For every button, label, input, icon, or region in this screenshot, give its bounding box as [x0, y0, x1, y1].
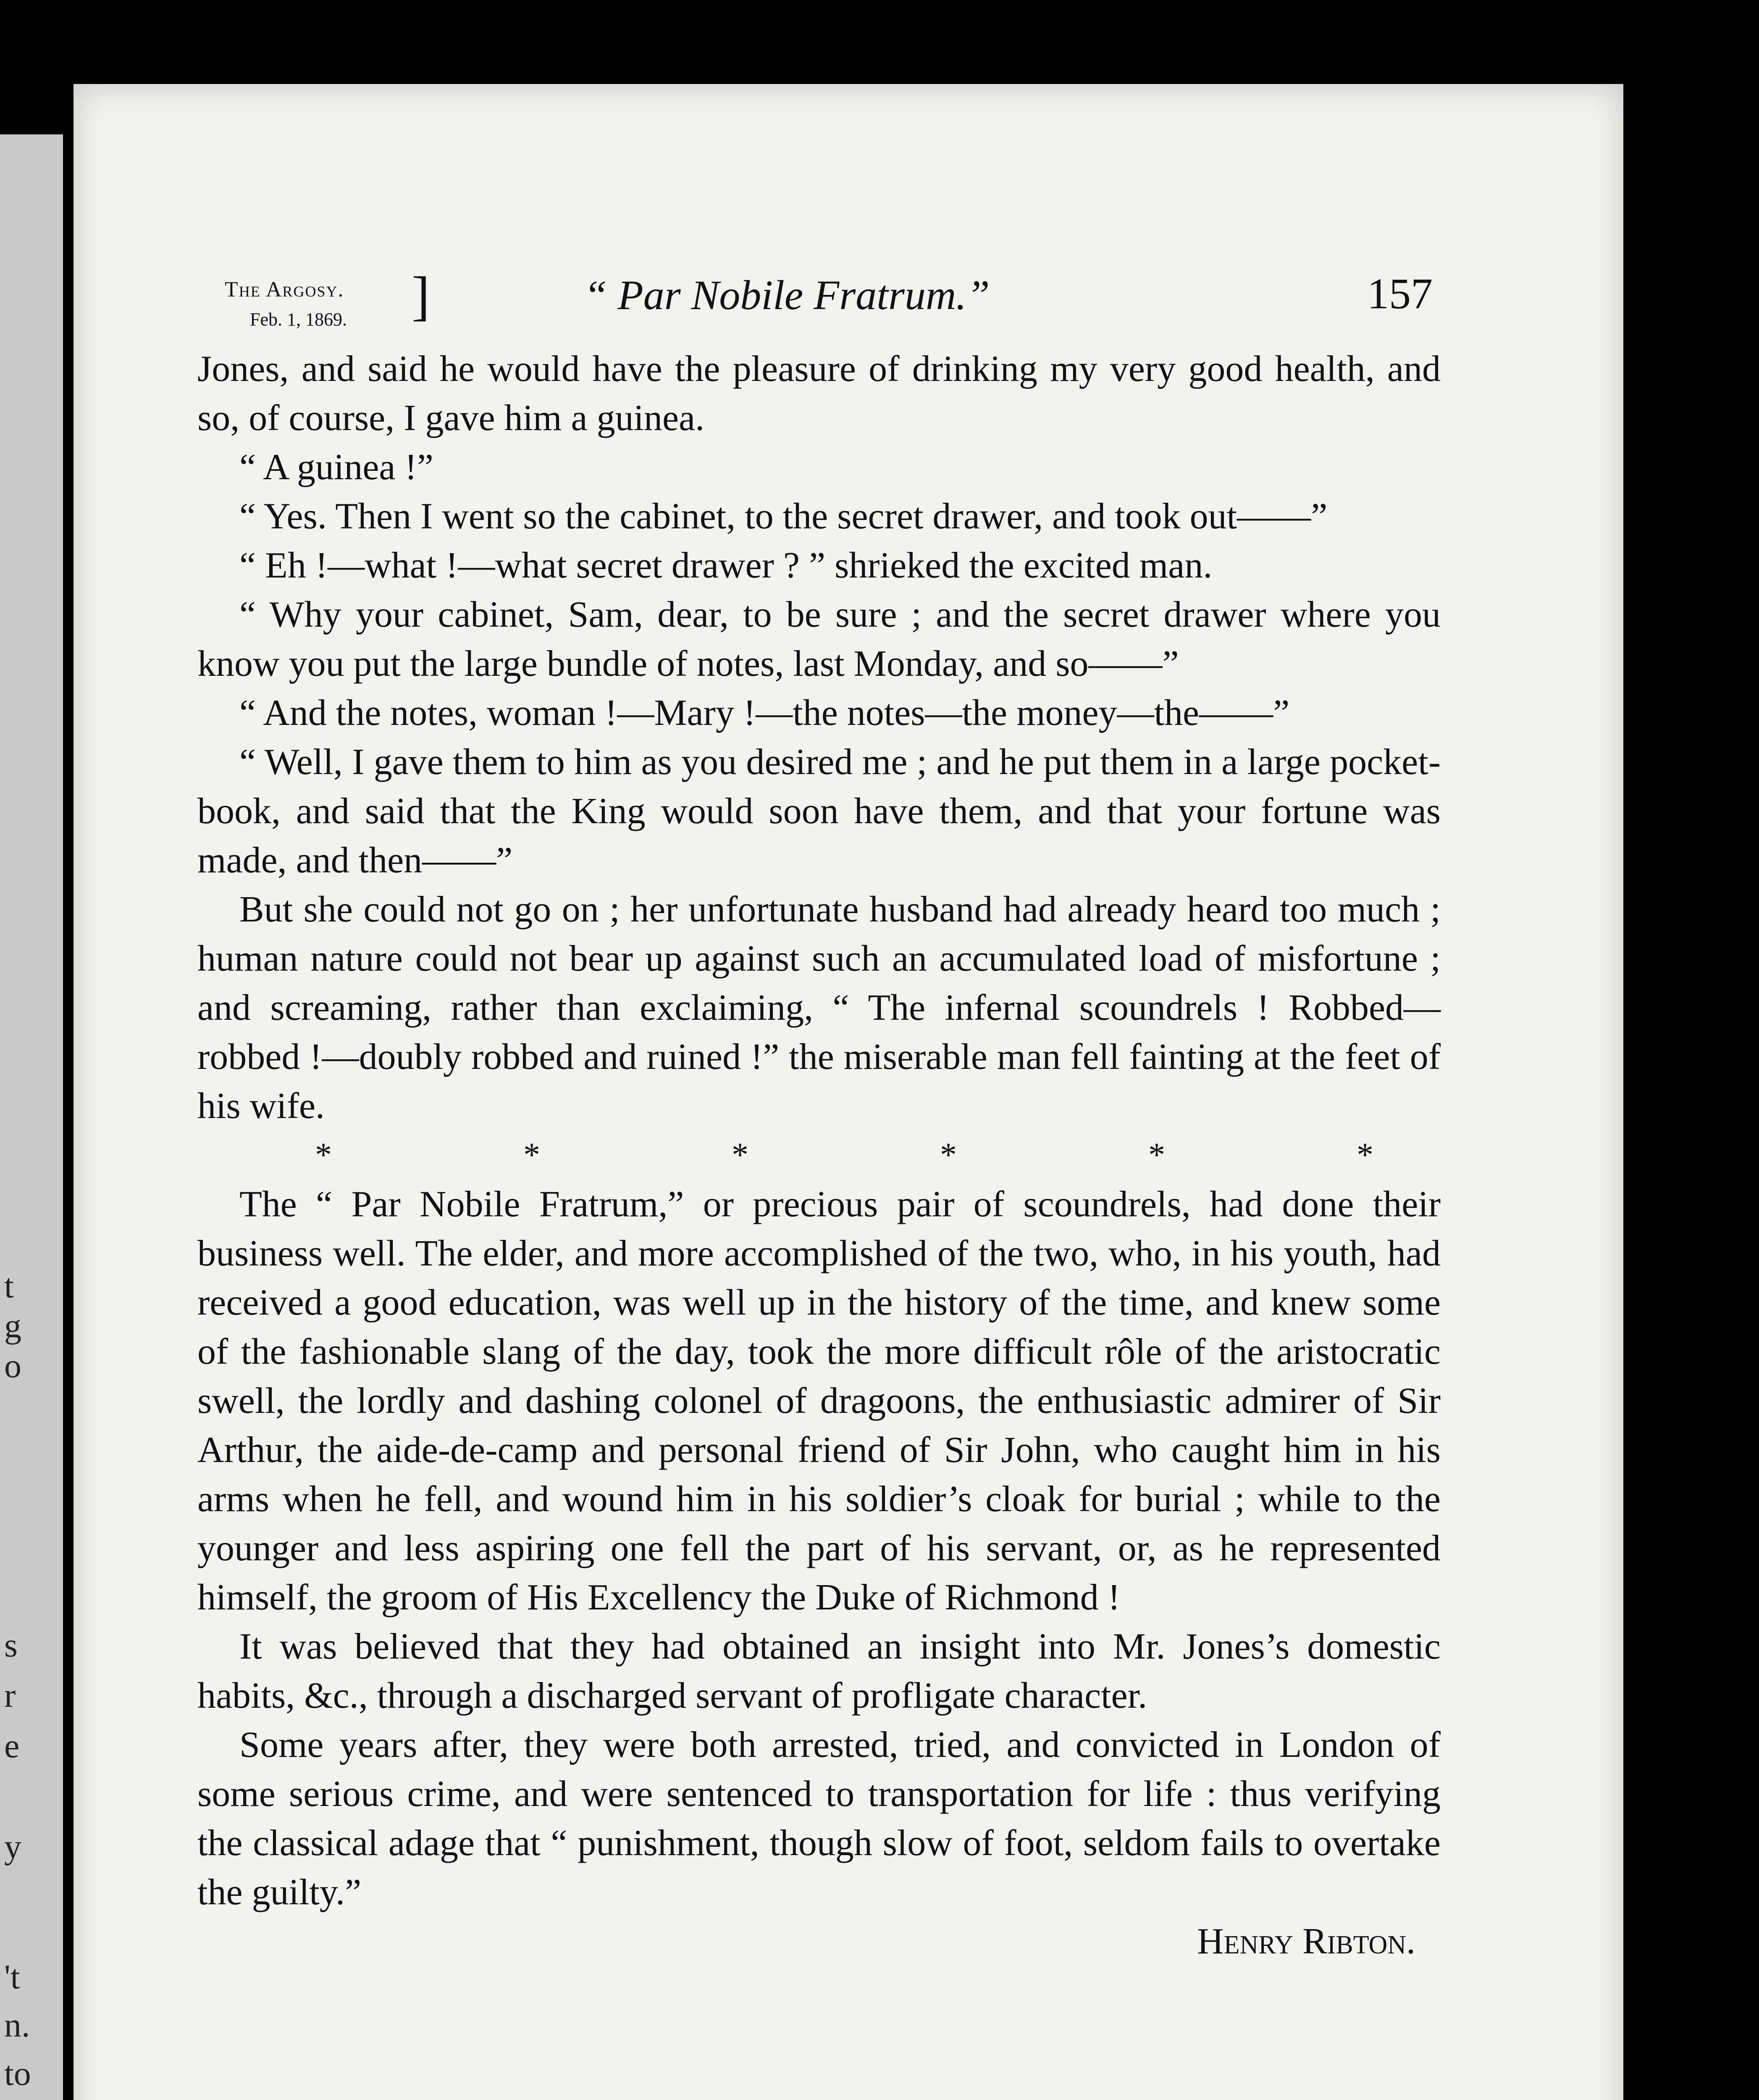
asterisk: * — [1148, 1137, 1165, 1173]
page-number: 157 — [1367, 270, 1433, 318]
asterisk: * — [732, 1137, 748, 1173]
paragraph: “ A guinea !” — [239, 447, 433, 488]
margin-fragment: s — [4, 1626, 18, 1664]
margin-fragment: 't — [4, 1958, 20, 1996]
margin-fragment: n. — [4, 2006, 30, 2044]
paragraph: “ Yes. Then I went so the cabinet, to the secret drawer, and took out——” — [239, 496, 1328, 537]
header-bracket: ] — [412, 266, 430, 326]
author-signature: Henry Ribton. — [1197, 1921, 1415, 1962]
margin-fragment: t — [4, 1267, 14, 1305]
magazine-name: The Argosy. — [225, 278, 344, 302]
section-separator — [197, 1131, 1441, 1180]
margin-fragment: y — [4, 1827, 21, 1866]
paragraph: Some years after, they were both arrested, tried, and convicted in London of some serious crime, and were sentenced to transportation for life : thus verifying the classical adage that “ punishment, though slow of foot, seldom fails to overtake the guilty.” — [197, 1725, 1441, 1913]
paragraph: It was believed that they had obtained an insight into Mr. Jones’s domestic habits, &c., through a discharged servant of profligate character. — [197, 1626, 1441, 1716]
paragraph: “ And the notes, woman !—Mary !—the notes—the money—the——” — [239, 693, 1290, 733]
asterisk: * — [1357, 1137, 1373, 1173]
paragraph: The “ Par Nobile Fratrum,” or precious pair of scoundrels, had done their business well. The elder, and more accomplished of the two, who, in his youth, had received a good education, was well up in the history of the time, and knew some of the fashionable slang of the day, took the more difficult rôle of the aristocratic swell, the lordly and dashing colonel of dragoons, the enthusiastic admirer of Sir Arthur, the aide-de-camp and personal friend of Sir John, who caught him in his arms when he fell, and wound him in his soldier’s cloak for burial ; while to the younger and less aspiring one fell the part of his servant, or, as he represented himself, the groom of His Excellency the Duke of Richmond ! — [197, 1184, 1441, 1618]
asterisk: * — [315, 1137, 332, 1173]
top-dark-edge — [0, 0, 1759, 71]
margin-fragment: g — [4, 1307, 21, 1345]
paragraph: Jones, and said he would have the pleasure of drinking my very good health, and so, of course, I gave him a guinea. — [197, 349, 1441, 438]
asterisk: * — [940, 1137, 957, 1173]
paragraph: But she could not go on ; her unfortunate husband had already heard too much ; human nature could not bear up against such an accumulated load of misfortune ; and screaming, rather than exclaiming, “ The infernal scoundrels ! Robbed—robbed !—doubly robbed and ruined !” the miserable man fell fainting at the feet of his wife. — [197, 889, 1441, 1126]
asterisk: * — [523, 1137, 540, 1173]
book-page — [74, 84, 1623, 2100]
page-title: “ Par Nobile Fratrum.” — [584, 272, 990, 318]
margin-fragment: o — [4, 1347, 21, 1385]
previous-page-edge — [0, 134, 63, 2100]
margin-fragment: to — [4, 2054, 31, 2092]
paragraph: “ Eh !—what !—what secret drawer ? ” shrieked the excited man. — [239, 545, 1213, 586]
margin-fragment: r — [4, 1676, 16, 1714]
issue-date: Feb. 1, 1869. — [250, 309, 347, 330]
body-text — [197, 344, 1441, 1966]
margin-fragment: e — [4, 1727, 20, 1765]
running-header — [74, 84, 1433, 330]
paragraph: “ Well, I gave them to him as you desired me ; and he put them in a large pocket-book, and said that the King would soon have them, and that your fortune was made, and then——” — [197, 742, 1441, 881]
paragraph: “ Why your cabinet, Sam, dear, to be sure ; and the secret drawer where you know you put the large bundle of notes, last Monday, and so——” — [197, 594, 1441, 684]
